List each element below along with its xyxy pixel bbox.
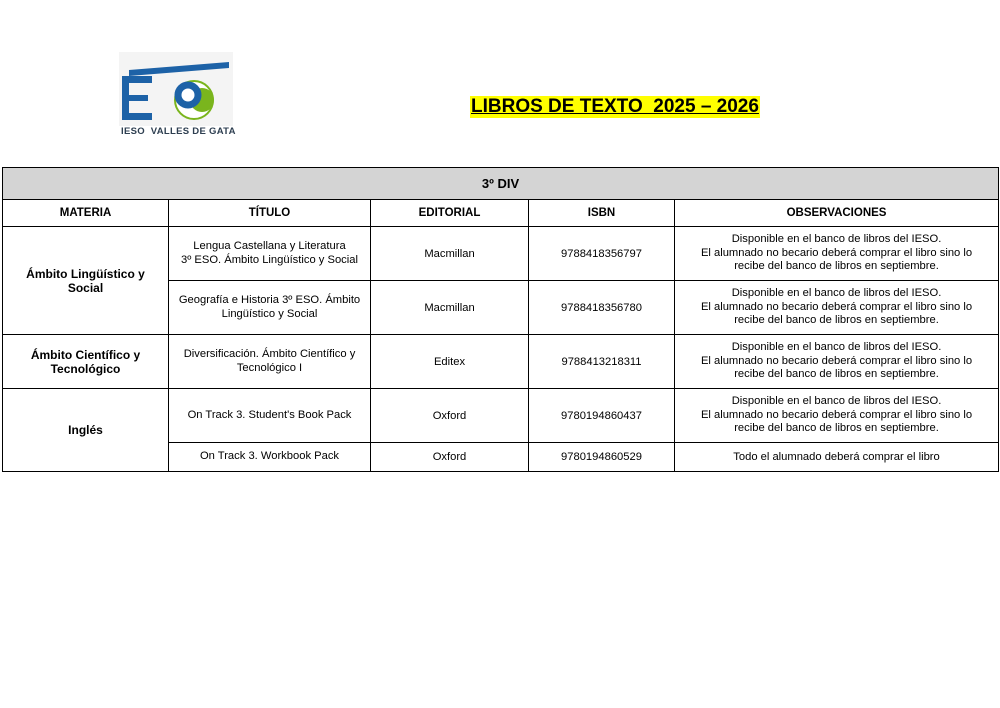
observaciones-cell bbox=[675, 281, 999, 335]
editorial-cell: Macmillan bbox=[371, 227, 529, 281]
isbn-cell: 9788418356797 bbox=[529, 227, 675, 281]
titulo-cell bbox=[169, 335, 371, 389]
observacion-line: El alumnado no becario deberá comprar el libro sino lo bbox=[700, 354, 973, 367]
titulo-line: Lengua Castellana y Literatura bbox=[193, 240, 346, 252]
editorial-cell: Editex bbox=[371, 335, 529, 389]
editorial-cell: Oxford bbox=[371, 443, 529, 472]
titulo-line: On Track 3. Workbook Pack bbox=[199, 450, 340, 463]
titulo-line: 3º ESO. Ámbito Lingüístico y Social bbox=[181, 253, 358, 266]
titulo-line: Lingüístico y Social bbox=[221, 307, 318, 320]
observacion-line: recibe del banco de libros en septiembre. bbox=[734, 314, 939, 327]
observaciones-cell bbox=[675, 227, 999, 281]
titulo-cell bbox=[169, 227, 371, 281]
observacion-line: El alumnado no becario deberá comprar el libro sino lo bbox=[700, 300, 973, 313]
table-row bbox=[3, 335, 999, 389]
titulo-cell bbox=[169, 281, 371, 335]
page-title: LIBROS DE TEXTO 2025 – 2026 bbox=[471, 96, 759, 117]
materia-cell: Inglés bbox=[3, 389, 169, 472]
textbooks-table bbox=[2, 167, 999, 472]
observacion-line: El alumnado no becario deberá comprar el libro sino lo bbox=[700, 246, 973, 259]
column-header-editorial: EDITORIAL bbox=[371, 200, 529, 227]
isbn-cell: 9788413218311 bbox=[529, 335, 675, 389]
observacion-line: Disponible en el banco de libros del IESO. bbox=[731, 395, 942, 408]
titulo-line: On Track 3. Student's Book Pack bbox=[187, 408, 352, 421]
materia-cell: Ámbito Científico y Tecnológico bbox=[3, 335, 169, 389]
isbn-cell: 9780194860437 bbox=[529, 389, 675, 443]
table-row bbox=[3, 227, 999, 281]
logo-school-name: IESO VALLES DE GATA bbox=[121, 126, 236, 137]
titulo-line: Diversificación. Ámbito Científico y bbox=[183, 348, 356, 360]
column-header-titulo: TÍTULO bbox=[169, 200, 371, 227]
titulo-line: Geografía e Historia 3º ESO. Ámbito bbox=[178, 294, 361, 306]
observacion-line: Disponible en el banco de libros del IESO. bbox=[731, 233, 942, 246]
observacion-line: recibe del banco de libros en septiembre. bbox=[734, 260, 939, 273]
school-logo bbox=[107, 48, 242, 146]
observaciones-cell: Todo el alumnado deberá comprar el libro bbox=[675, 443, 999, 472]
observaciones-cell bbox=[675, 335, 999, 389]
observacion-line: Disponible en el banco de libros del IESO. bbox=[731, 287, 942, 300]
observacion-line: El alumnado no becario deberá comprar el libro sino lo bbox=[700, 408, 973, 421]
isbn-cell: 9788418356780 bbox=[529, 281, 675, 335]
materia-cell: Ámbito Lingüístico y Social bbox=[3, 227, 169, 335]
group-header: 3º DIV bbox=[3, 168, 999, 200]
column-header-observaciones: OBSERVACIONES bbox=[675, 200, 999, 227]
observaciones-cell bbox=[675, 389, 999, 443]
column-header-materia: MATERIA bbox=[3, 200, 169, 227]
observacion-line: Disponible en el banco de libros del IESO. bbox=[731, 341, 942, 354]
titulo-cell bbox=[169, 389, 371, 443]
editorial-cell: Oxford bbox=[371, 389, 529, 443]
editorial-cell: Macmillan bbox=[371, 281, 529, 335]
observacion-line: recibe del banco de libros en septiembre. bbox=[734, 422, 939, 435]
isbn-cell: 9780194860529 bbox=[529, 443, 675, 472]
ieso-logo-icon bbox=[107, 48, 242, 128]
column-header-isbn: ISBN bbox=[529, 200, 675, 227]
observacion-line: recibe del banco de libros en septiembre. bbox=[734, 368, 939, 381]
table-row bbox=[3, 389, 999, 443]
titulo-line: Tecnológico I bbox=[236, 361, 303, 374]
titulo-cell bbox=[169, 443, 371, 472]
